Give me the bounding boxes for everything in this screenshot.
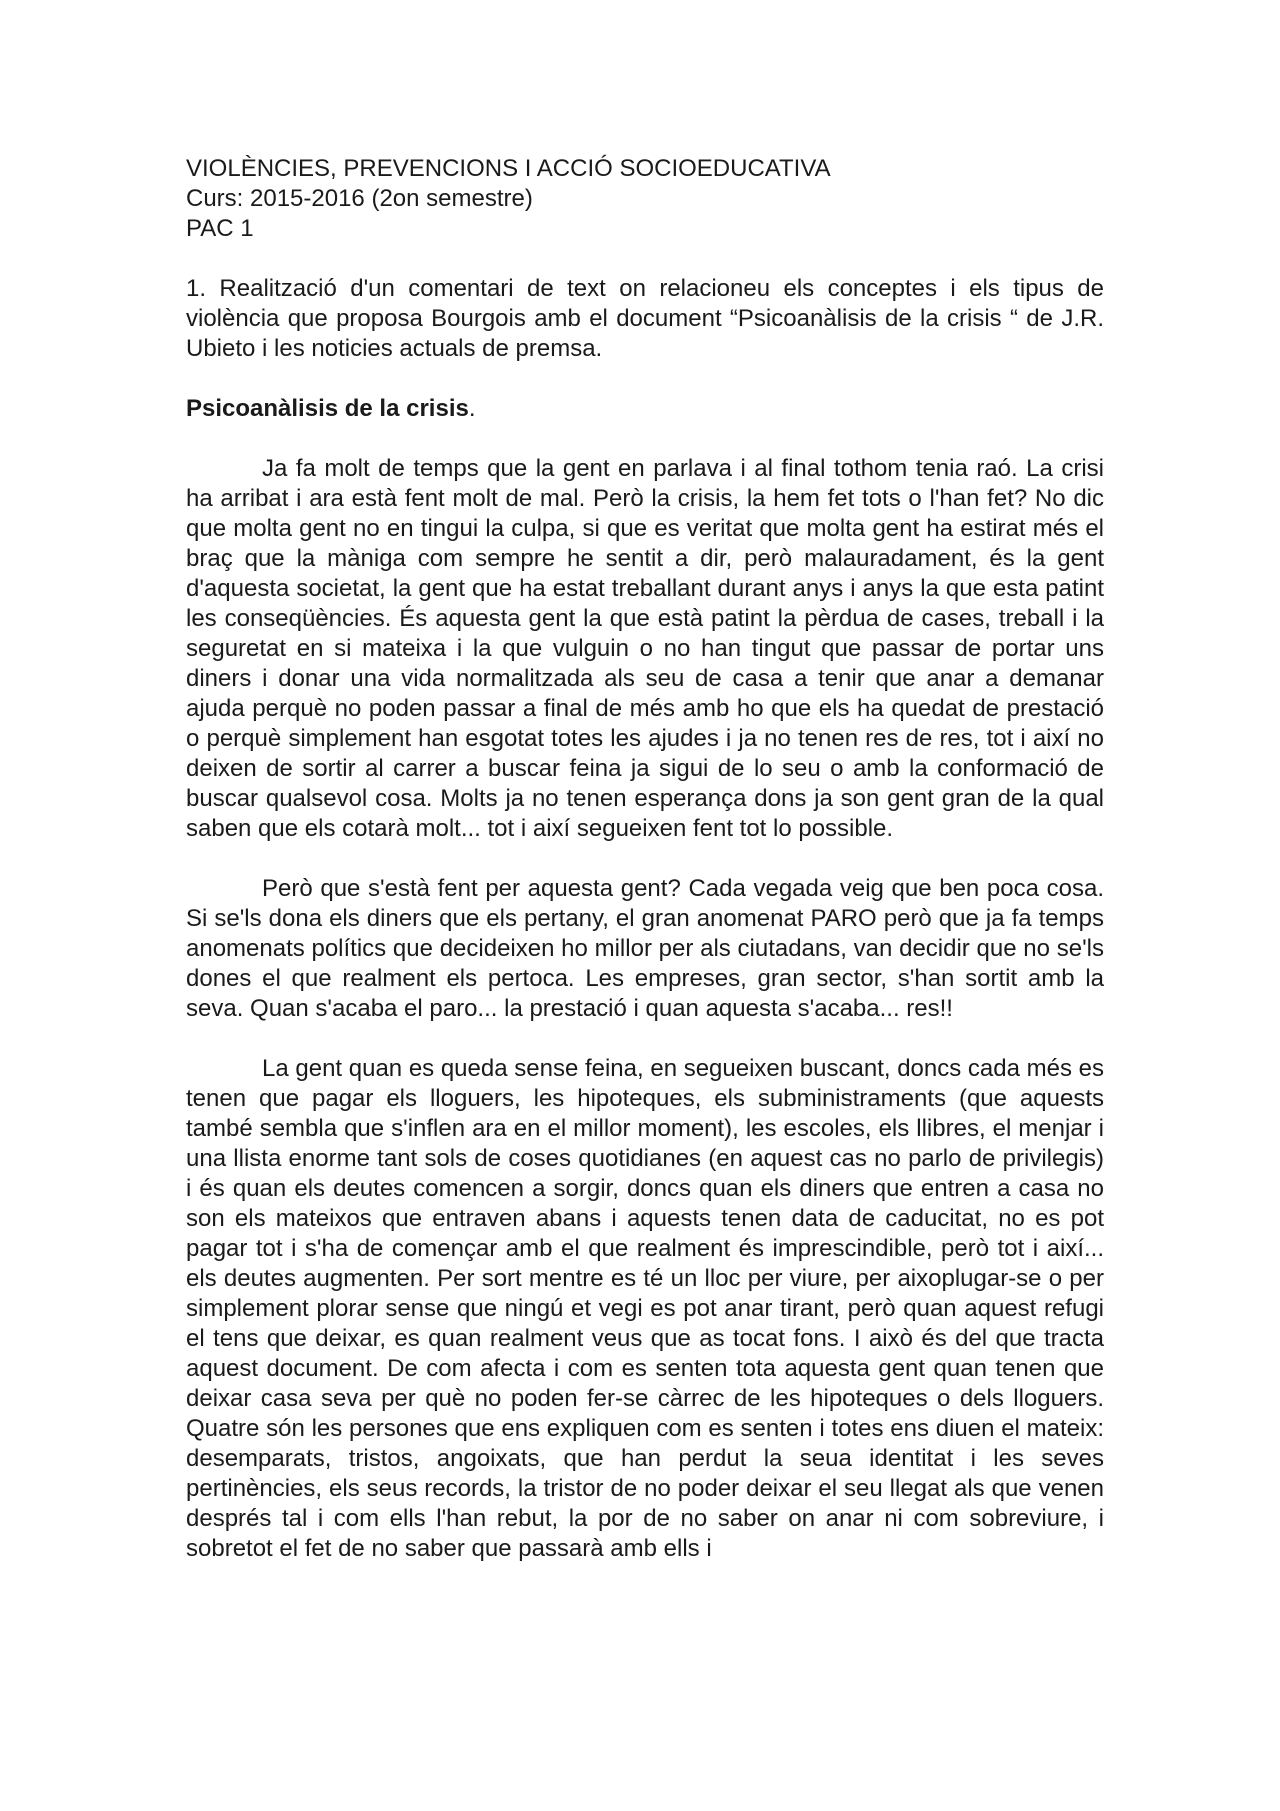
paragraph-1: Ja fa molt de temps que la gent en parlava i al final tothom tenia raó. La crisi ha arribat i ara està fent molt de mal. Però la crisis, la hem fet tots o l'han fet? No dic que molta gent no en tingui la culpa, si que es veritat que molta gent ha estirat més el braç que la màniga com sempre he sentit a dir, però malauradament, és la gent d'aquesta societat, la gent que ha estat treballant durant anys i anys la que esta patint les conseqüències. És aquesta gent la que està patint la pèrdua de cases, treball i la seguretat en si mateixa i la que vulguin o no han tingut que passar de portar uns diners i donar una vida normalitzada als seu de casa a tenir que anar a demanar ajuda perquè no poden passar a final de més amb ho que els ha quedat de prestació o perquè simplement han esgotat totes les ajudes i ja no tenen res de res, tot i així no deixen de sortir al carrer a buscar feina ja sigui de lo seu o amb la conformació de buscar qualsevol cosa. Molts ja no tenen esperança dons ja son gent gran de la qual saben que els cotarà molt... tot i així segueixen fent tot lo possible. (186, 455, 1104, 842)
spacer (186, 244, 1104, 274)
paragraph-2: Però que s'està fent per aquesta gent? Cada vegada veig que ben poca cosa. Si se'ls dona els diners que els pertany, el gran anomenat PARO però que ja fa temps anomenats polítics que decideixen ho millor per als ciutadans, van decidir que no se'ls dones el que realment els pertoca. Les empreses, gran sector, s'han sortit amb la seva. Quan s'acaba el paro... la prestació i quan aquesta s'acaba... res!! (186, 875, 1104, 1022)
paragraph-3: La gent quan es queda sense feina, en segueixen buscant, doncs cada més es tenen que pagar els lloguers, les hipoteques, els subministraments (que aquests també sembla que s'inflen ara en el millor moment), les escoles, els llibres, el menjar i una llista enorme tant sols de coses quotidianes (en aquest cas no parlo de privilegis) i és quan els deutes comencen a sorgir, doncs quan els diners que entren a casa no son els mateixos que entraven abans i aquests tenen data de caducitat, no es pot pagar tot i s'ha de començar amb el que realment és imprescindible, però tot i així... els deutes augmenten. Per sort mentre es té un lloc per viure, per aixoplugar-se o per simplement plorar sense que ningú et vegi es pot anar tirant, però quan aquest refugi el tens que deixar, es quan realment veus que as tocat fons. I això és del que tracta aquest document. De com afecta i com es senten tota aquesta gent quan tenen que deixar casa seva per què no poden fer-se càrrec de les hipoteques o dels lloguers. Quatre són les persones que ens expliquen com es senten i totes ens diuen el mateix: desemparats, tristos, angoixats, que han perdut la seua identitat i les seves pertinències, els seus records, la tristor de no poder deixar el seu llegat als que venen després tal i com ells l'han rebut, la por de no saber on anar ni com sobreviure, i sobretot el fet de no saber que passarà amb ells i (186, 1055, 1104, 1562)
spacer (186, 424, 1104, 454)
question-text: 1. Realització d'un comentari de text on relacioneu els conceptes i els tipus de violència que proposa Bourgois amb el document “Psicoanàlisis de la crisis “ de J.R. Ubieto i les noticies actuals de premsa. (186, 275, 1104, 362)
section-title: Psicoanàlisis de la crisis (186, 395, 469, 422)
document-body (186, 154, 1104, 1564)
spacer (186, 1024, 1104, 1054)
assignment-label: PAC 1 (186, 215, 254, 242)
course-year: Curs: 2015-2016 (2on semestre) (186, 185, 533, 212)
spacer (186, 844, 1104, 874)
course-title: VIOLÈNCIES, PREVENCIONS I ACCIÓ SOCIOEDUCATIVA (186, 155, 831, 182)
section-heading (186, 394, 1104, 424)
section-title-punct: . (468, 395, 476, 422)
spacer (186, 364, 1104, 394)
